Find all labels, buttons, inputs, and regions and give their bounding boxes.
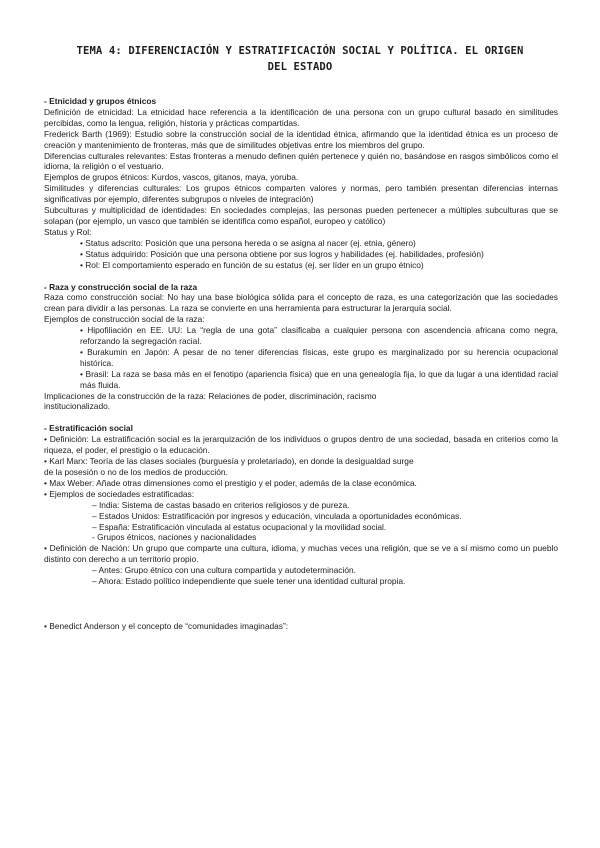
bullet-item: • Max Weber: Añade otras dimensiones como el prestigio y el poder, además de la clase económica. (44, 477, 417, 488)
bullet-item-continuation: de la posesión o no de los medios de producción. (44, 467, 228, 477)
bullet-item: • Status adquirido: Posición que una persona obtiene por sus logros y habilidades (ej. habilidades, profesión) (80, 248, 484, 259)
bullet-item: • Brasil: La raza se basa más en el fenotipo (apariencia física) que en una genealogía fija, lo que da lugar a una identidad racial más fluida. (80, 368, 558, 390)
sub-item: – España: Estratificación vinculada al estatus ocupacional y la movilidad social. (92, 521, 387, 532)
paragraph: Implicaciones de la construcción de la raza: Relaciones de poder, discriminación, racismo (44, 390, 377, 401)
paragraph: Raza como construcción social: No hay una base biológica sólida para el concepto de raza, es una categorización que las sociedades crean para dividir a las personas. La raza se convierte en una herramienta para estructurar la jerarquía social. (44, 292, 558, 314)
sub-item: – Ahora: Estado político independiente que suele tener una identidad cultural propia. (92, 576, 406, 587)
paragraph: Diferencias culturales relevantes: Estas fronteras a menudo definen quién pertenece y quién no, basándose en rasgos simbólicos como el idioma, la religión o el vestuario. (44, 150, 558, 172)
spacer (44, 412, 558, 423)
spacer (44, 587, 558, 621)
paragraph: Frederick Barth (1969): Estudio sobre la construcción social de la identidad étnica, afirmando que la identidad étnica es un proceso de creación y mantenimiento de fronteras, más que de similitudes objetivas entre los miembros del grupo. (44, 128, 558, 150)
bullet-item: • Definición de Nación: Un grupo que comparte una cultura, idioma, y muchas veces una religión, que se ve a sí mismo como un pueblo distinto con derecho a un territorio propio. (44, 543, 558, 565)
title-line-2: DEL ESTADO (267, 60, 333, 73)
bullet-item: • Burakumin en Japón: A pesar de no tener diferencias físicas, este grupo es marginalizado por su herencia ocupacional histórica. (80, 346, 558, 368)
paragraph: Definición de etnicidad: La etnicidad hace referencia a la identificación de una persona con un grupo cultural basado en similitudes percibidas, como la lengua, religión, historia y prácticas compartidas. (44, 106, 558, 128)
sub-item: – India: Sistema de castas basado en criterios religiosos y de pureza. (92, 499, 350, 510)
section-heading-raza: - Raza y construcción social de la raza (44, 281, 198, 292)
spacer (44, 271, 558, 282)
bullet-item: • Hipofiliación en EE. UU: La “regla de una gota” clasificaba a cualquier persona con ascendencia africana como negra, reforzando la segregación racial. (80, 325, 558, 347)
paragraph: Status y Rol: (44, 226, 92, 237)
document-title (40, 44, 560, 75)
paragraph: Ejemplos de construcción social de la raza: (44, 314, 205, 325)
paragraph: institucionalizado. (44, 401, 111, 412)
paragraph: Subculturas y multiplicidad de identidades: En sociedades complejas, las personas pueden pertenecer a múltiples subculturas que se solapan (por ejemplo, un vasco que también se identifica como español, europeo y católico) (44, 205, 558, 226)
section-heading-etnicidad: - Etnicidad y grupos étnicos (44, 96, 157, 106)
bullet-item: • Rol: El comportamiento esperado en función de su estatus (ej. ser líder en un grupo étnico) (80, 259, 424, 270)
bullet-item: • Ejemplos de sociedades estratificadas: (44, 488, 195, 499)
paragraph: Similitudes y diferencias culturales: Los grupos étnicos comparten valores y normas, pero también presentan diferencias internas significativas por ejemplo, diferentes subgrupos o niveles de integración) (44, 183, 558, 205)
sub-item: – Antes: Grupo étnico con una cultura compartida y autodeterminación. (92, 565, 356, 576)
bullet-item: • Karl Marx: Teoría de las clases sociales (burguesía y proletariado), en donde la desigualdad surge (44, 456, 414, 467)
sub-item: - Grupos étnicos, naciones y nacionalidades (92, 532, 257, 543)
section-heading-estratificacion: - Estratificación social (44, 423, 133, 434)
sub-item: – Estados Unidos: Estratificación por ingresos y educación, vinculada a oportunidades económicas. (92, 510, 462, 521)
paragraph: Ejemplos de grupos étnicos: Kurdos, vascos, gitanos, maya, yoruba. (44, 172, 299, 183)
bullet-item: • Definición: La estratificación social es la jerarquización de los individuos o grupos dentro de una sociedad, basada en criterios como la riqueza, el poder, el prestigio o la educación. (44, 434, 558, 456)
bullet-item: • Benedict Anderson y el concepto de “comunidades imaginadas”: (44, 620, 289, 631)
document-body (44, 96, 558, 632)
bullet-item: • Status adscrito: Posición que una persona hereda o se asigna al nacer (ej. etnia, género) (80, 237, 416, 248)
title-line-1: TEMA 4: DIFERENCIACIÓN Y ESTRATIFICACIÓN SOCIAL Y POLÍTICA. EL ORIGEN (76, 45, 524, 57)
